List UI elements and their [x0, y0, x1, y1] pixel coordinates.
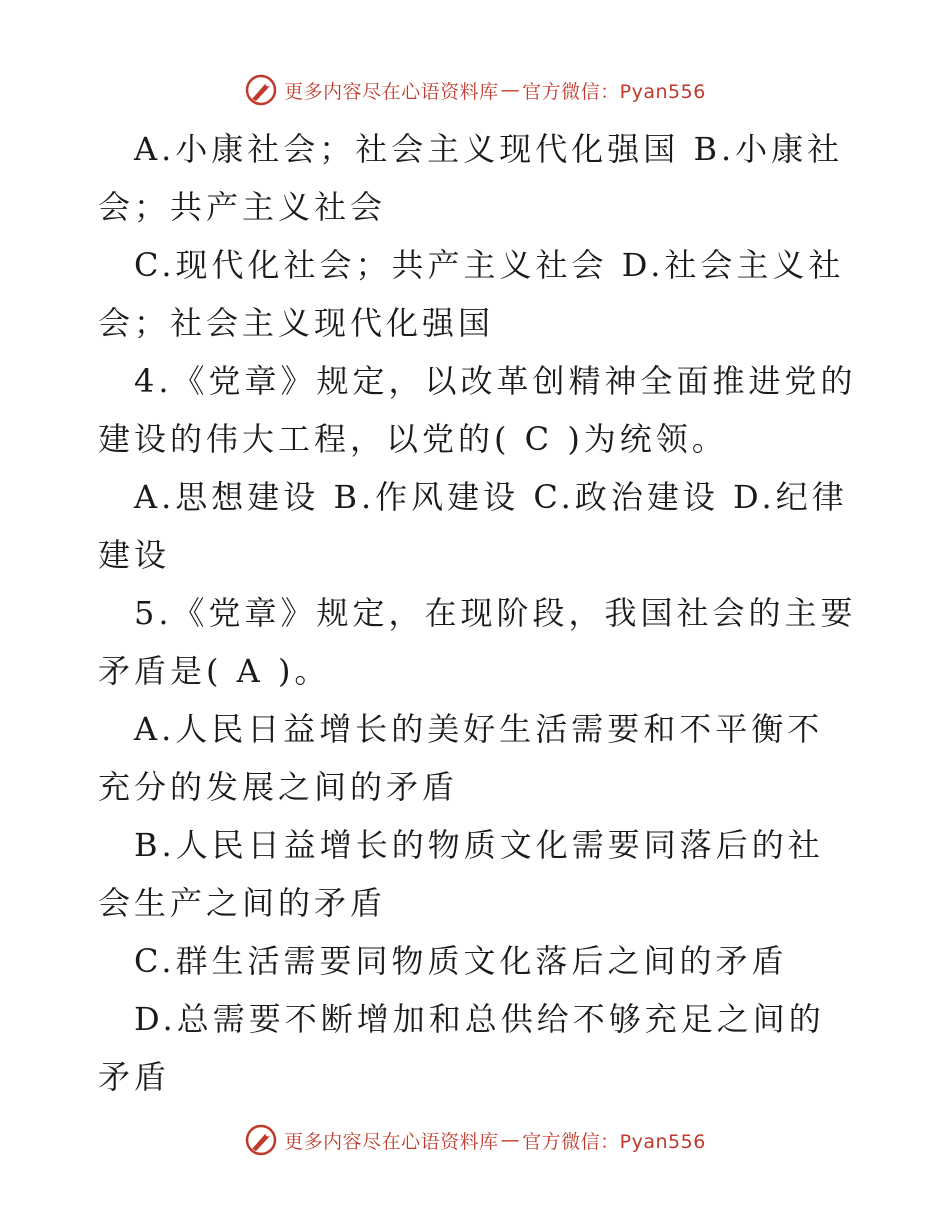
document-body	[98, 120, 858, 1106]
pen-logo-icon	[244, 73, 278, 107]
paragraph-options-3a: A.小康社会；社会主义现代化强国 B.小康社会；共产主义社会	[98, 130, 844, 226]
watermark-dash: —	[500, 79, 521, 101]
pen-logo-icon	[244, 1123, 278, 1157]
option-5c: C.群生活需要同物质文化落后之间的矛盾	[134, 942, 788, 980]
paragraph-options-3b: C.现代化社会；共产主义社会 D.社会主义社会；社会主义现代化强国	[98, 246, 845, 342]
question-4: 4.《党章》规定，以改革创精神全面推进党的建设的伟大工程，以党的( C )为统领。	[98, 362, 857, 458]
header-watermark	[0, 70, 950, 110]
question-5: 5.《党章》规定，在现阶段，我国社会的主要矛盾是( A )。	[98, 594, 857, 690]
watermark-title: 更多内容尽在心语资料库	[284, 1130, 499, 1153]
watermark-contact: 官方微信：Pyan556	[522, 1130, 706, 1153]
option-5d: D.总需要不断增加和总供给不够充足之间的矛盾	[98, 1000, 825, 1096]
paragraph-options-4: A.思想建设 B.作风建设 C.政治建设 D.纪律建设	[98, 478, 848, 574]
option-5b: B.人民日益增长的物质文化需要同落后的社会生产之间的矛盾	[98, 826, 824, 922]
watermark-dash: —	[500, 1129, 521, 1151]
option-5a: A.人民日益增长的美好生活需要和不平衡不充分的发展之间的矛盾	[98, 710, 824, 806]
footer-watermark	[0, 1120, 950, 1160]
watermark-title: 更多内容尽在心语资料库	[284, 80, 499, 103]
watermark-contact: 官方微信：Pyan556	[522, 80, 706, 103]
